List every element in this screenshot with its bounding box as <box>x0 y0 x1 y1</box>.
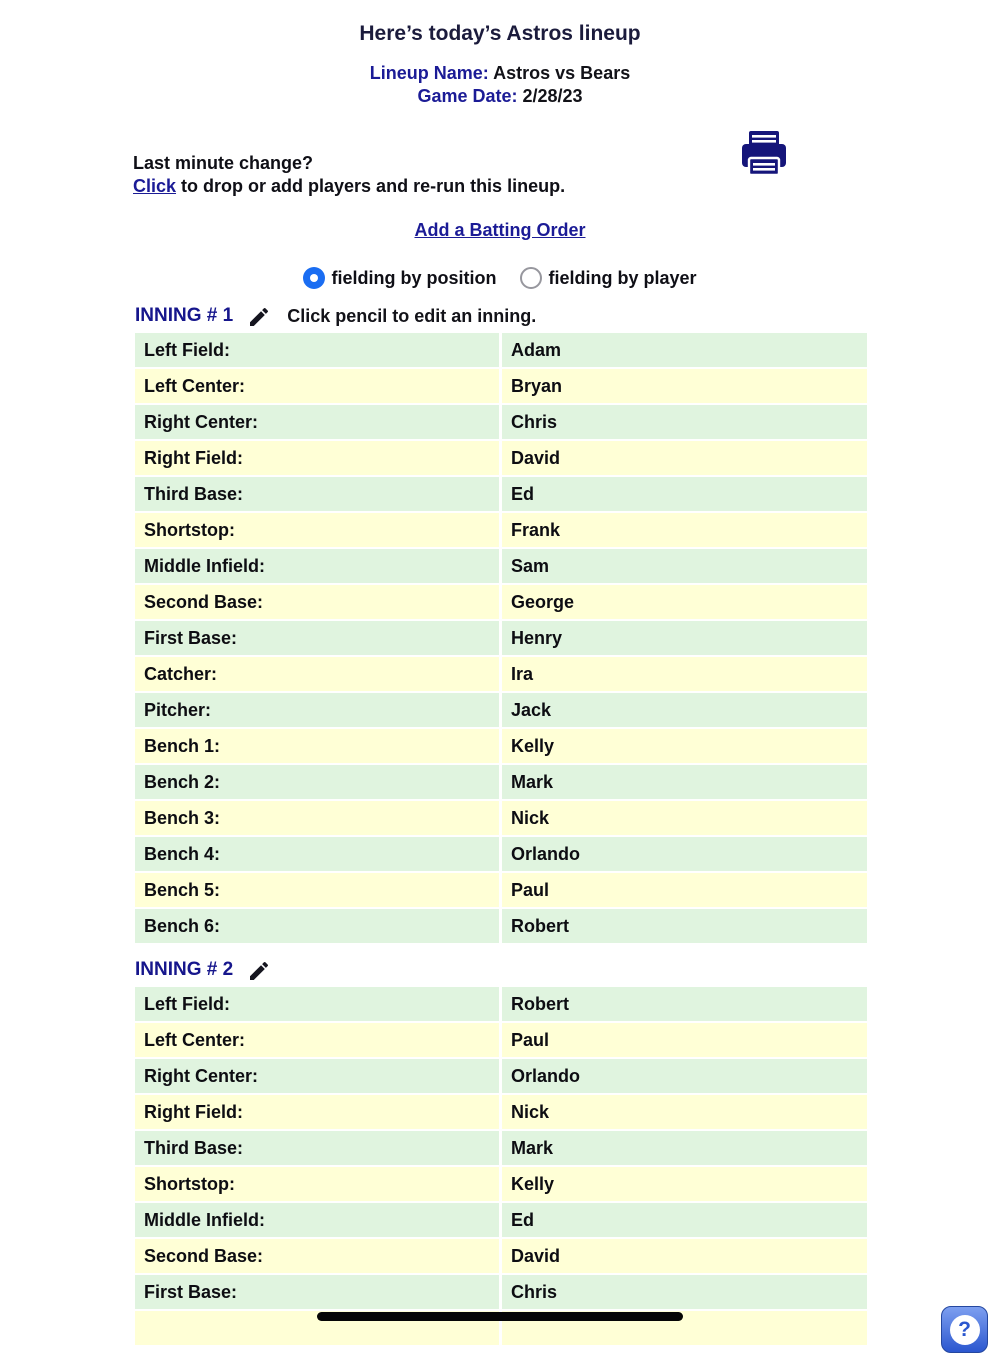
lineup-row <box>135 657 867 691</box>
edit-inning-pencil-icon[interactable] <box>247 303 273 329</box>
lineup-name-value: Astros vs Bears <box>493 63 631 83</box>
position-label: Right Center: <box>135 405 499 439</box>
position-label: Second Base: <box>135 585 499 619</box>
player-name: Nick <box>502 801 867 835</box>
position-label: Shortstop: <box>135 513 499 547</box>
lineup-row <box>135 1131 867 1165</box>
add-batting-order-row <box>0 220 1000 241</box>
question-mark-icon: ? <box>950 1315 980 1345</box>
lineup-row <box>135 765 867 799</box>
position-label: Shortstop: <box>135 1167 499 1201</box>
horizontal-scrollbar[interactable] <box>317 1312 683 1321</box>
rerun-line <box>133 175 1000 198</box>
position-label: Right Field: <box>135 441 499 475</box>
position-label: First Base: <box>135 1275 499 1309</box>
last-minute-change-text: Last minute change? <box>133 153 314 173</box>
lineup-row <box>135 729 867 763</box>
radio-fielding-by-position-label: fielding by position <box>331 267 497 288</box>
position-label: Right Field: <box>135 1095 499 1129</box>
lineup-row <box>135 1059 867 1093</box>
position-label: Middle Infield: <box>135 549 499 583</box>
player-name: David <box>502 441 867 475</box>
lineup-row <box>135 693 867 727</box>
lineup-name-label: Lineup Name: <box>369 63 489 83</box>
lineup-row <box>135 333 867 367</box>
page-title: Here’s today’s Astros lineup <box>359 22 641 45</box>
position-label: Third Base: <box>135 477 499 511</box>
radio-fielding-by-position[interactable] <box>303 267 496 289</box>
player-name: Chris <box>502 1275 867 1309</box>
position-label: Bench 3: <box>135 801 499 835</box>
printer-icon <box>738 166 790 183</box>
player-name: Orlando <box>502 1059 867 1093</box>
player-name: Ed <box>502 477 867 511</box>
position-label: Left Field: <box>135 987 499 1021</box>
player-name: Mark <box>502 1131 867 1165</box>
player-name: Ira <box>502 657 867 691</box>
game-date-label: Game Date: <box>417 86 518 106</box>
player-name: Robert <box>502 909 867 943</box>
edit-inning-pencil-icon[interactable] <box>247 957 273 983</box>
game-date-line <box>0 85 1000 108</box>
player-name: Orlando <box>502 837 867 871</box>
inning-label: INNING # 1 <box>135 305 234 326</box>
rerun-click-link[interactable]: Click <box>133 176 177 196</box>
radio-fielding-by-player[interactable] <box>520 267 696 289</box>
player-name: Adam <box>502 333 867 367</box>
lineup-row <box>135 1023 867 1057</box>
position-label: Catcher: <box>135 657 499 691</box>
player-name: Bryan <box>502 369 867 403</box>
lineup-row <box>135 1095 867 1129</box>
player-name: Henry <box>502 621 867 655</box>
lineup-row <box>135 837 867 871</box>
lineup-row <box>135 621 867 655</box>
position-label: Bench 5: <box>135 873 499 907</box>
lineup-row <box>135 441 867 475</box>
lineup-row <box>135 369 867 403</box>
lineup-row <box>135 1239 867 1273</box>
inning-table <box>135 333 867 943</box>
fielding-mode-radio-group <box>0 267 1000 289</box>
player-name: Kelly <box>502 1167 867 1201</box>
lineup-row <box>135 873 867 907</box>
position-label: Bench 2: <box>135 765 499 799</box>
add-batting-order-link[interactable]: Add a Batting Order <box>414 220 586 240</box>
rerun-suffix-text: to drop or add players and re-run this lineup. <box>176 176 566 196</box>
inning-header <box>135 303 867 329</box>
lineup-row <box>135 801 867 835</box>
lineup-row <box>135 477 867 511</box>
position-label: Bench 1: <box>135 729 499 763</box>
lineup-row <box>135 1167 867 1201</box>
player-name: David <box>502 1239 867 1273</box>
lineup-row <box>135 1203 867 1237</box>
game-date-value: 2/28/23 <box>522 86 583 106</box>
position-label: Middle Infield: <box>135 1203 499 1237</box>
inning-label: INNING # 2 <box>135 959 234 980</box>
position-label: Third Base: <box>135 1131 499 1165</box>
player-name: George <box>502 585 867 619</box>
inning-header <box>135 957 867 983</box>
position-label: Bench 6: <box>135 909 499 943</box>
lineup-row <box>135 549 867 583</box>
inning-table <box>135 987 867 1345</box>
lineup-row <box>135 909 867 943</box>
position-label: Left Center: <box>135 1023 499 1057</box>
position-label: First Base: <box>135 621 499 655</box>
innings-section <box>135 303 867 1345</box>
radio-unchecked-icon[interactable] <box>520 267 542 289</box>
position-label: Bench 4: <box>135 837 499 871</box>
lineup-row <box>135 987 867 1021</box>
help-button[interactable] <box>941 1306 988 1353</box>
player-name: Mark <box>502 765 867 799</box>
position-label: Right Center: <box>135 1059 499 1093</box>
last-minute-change-note <box>133 152 1000 198</box>
player-name: Chris <box>502 405 867 439</box>
radio-checked-icon[interactable] <box>303 267 325 289</box>
lineup-name-line <box>0 62 1000 85</box>
lineup-row <box>135 585 867 619</box>
player-name: Nick <box>502 1095 867 1129</box>
lineup-row <box>135 1275 867 1309</box>
player-name: Sam <box>502 549 867 583</box>
player-name: Paul <box>502 873 867 907</box>
lineup-row <box>135 513 867 547</box>
print-button[interactable] <box>738 127 790 179</box>
radio-fielding-by-player-label: fielding by player <box>548 267 697 288</box>
position-label: Second Base: <box>135 1239 499 1273</box>
player-name: Kelly <box>502 729 867 763</box>
lineup-info <box>0 62 1000 108</box>
position-label: Left Field: <box>135 333 499 367</box>
lineup-row <box>135 405 867 439</box>
position-label: Pitcher: <box>135 693 499 727</box>
player-name: Frank <box>502 513 867 547</box>
position-label: Left Center: <box>135 369 499 403</box>
edit-hint-text: Click pencil to edit an inning. <box>287 305 537 326</box>
player-name: Robert <box>502 987 867 1021</box>
player-name: Paul <box>502 1023 867 1057</box>
player-name: Ed <box>502 1203 867 1237</box>
player-name: Jack <box>502 693 867 727</box>
